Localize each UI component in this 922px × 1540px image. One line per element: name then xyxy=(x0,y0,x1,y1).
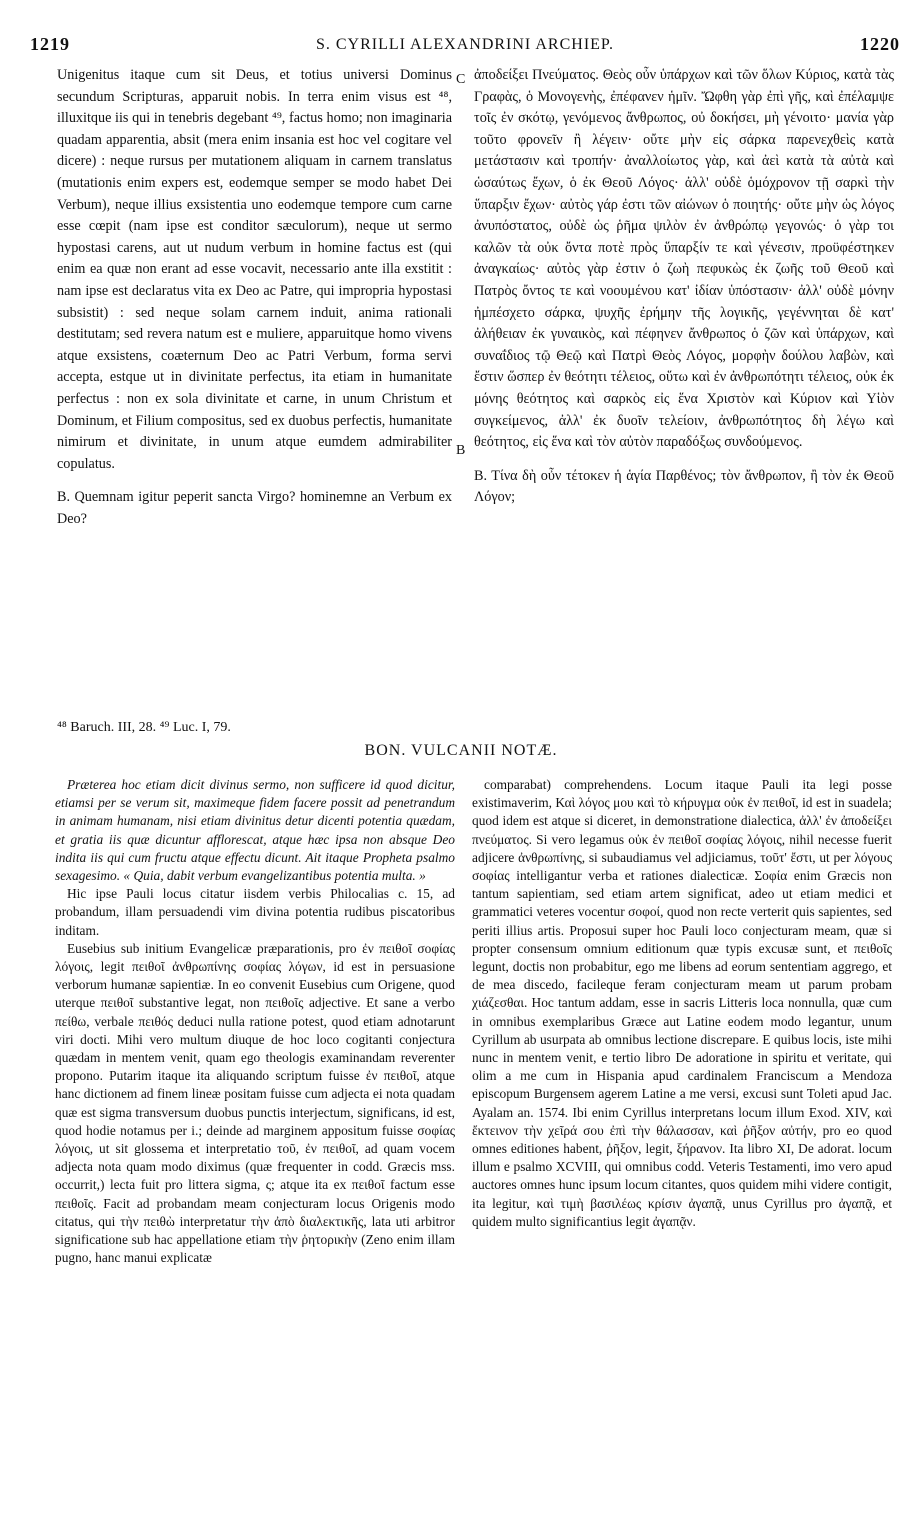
greek-question: Β. Τίνα δὴ οὖν τέτοκεν ἡ ἁγία Παρθένος; τὸν ἄνθρωπον, ἢ τὸν ἐκ Θεοῦ Λόγον; xyxy=(474,467,894,506)
notes-paragraph: Hic ipse Pauli locus citatur iisdem verbis Philocalias c. 15, ad probandum, illam persuadendi vim divina potentia rudibus piscatoribus inditam. xyxy=(55,886,455,938)
page-header xyxy=(30,34,900,60)
notes-paragraph: Eusebius sub initium Evangelicæ præparationis, pro ἐν πειθοῖ σοφίας λόγοις, legit πειθοῖ ἀνθρωπίνης σοφίας λόγων, id est in persuasione verborum humanæ sapientiæ. In eo convenit Eusebius cum Origene, quod uterque πειθοῖ substantive legat, non πειθοῖς adjective. Et sane a verbo πείθω, verbale πειθός deduci nulla ratione potest, quod etiam adnotarunt viri docti. Mihi vero multum diuque de hoc loco cogitanti conjectura quædam in mentem venit, quam ego theologis examinandam reverenter propono. Putarim itaque ita aliquando scriptum fuisse ἐν πειθοῖ, atque hanc dictionem ad finem lineæ positam fuisse cum adjecta ei nota quadam quæ est sigma transversum duobus punctis interjectum, significans, id est, quod hodie notamus per i.; deinde ad marginem appositum fuisse σοφίας λόγοις, ut sit glossema et interpretatio τοῦ, ἐν πειθοῖ, ad quam vocem adjecta nota quam modo diximus (quæ frequenter in codd. Græcis mss. occurrit,) lecta fuit pro littera sigma, ς; atque ita ex πειθοῖ factum esse πειθοῖς. Facit ad probandam meam conjecturam locus Origenis modo citatus, qui τὴν πειθὼ interpretatur τὴν ἀπὸ διαλεκτικῆς, lata uti arbitror significatione sub hac appellatione etiam τὴν ῥητορικὴν (Zeno enim illam pugno, hanc manui explicatæ xyxy=(55,940,455,1266)
margin-letter-c: C xyxy=(456,72,466,87)
margin-letter-b: B xyxy=(456,443,466,458)
latin-paragraph: Unigenitus itaque cum sit Deus, et totius universi Dominus secundum Scripturas, apparuit nobis. In terra enim visus est ⁴⁸, illuxitque iis qui in tenebris degebant ⁴⁹, factus homo; non imaginaria quadam apparentia, absit (mera enim insania est hoc vel cogitare vel dicere) : neque rursus per mutationem aliquam in carnem translatus (mutationis enim expers est, eodemque semper se modo habet Dei Verbum), neque illius exsistentia uno eodemque tempore cum carne esse cœpit (nam ipse est conditor sæculorum), neque ut sermo hypostasi carens, aut ut nudum verbum in homine factus est (qui enim ea quæ non erant ad esse vocavit, necessario ante illa exstitit : nam ipse est declaratus vita ex Deo ac Patre, qui impropria hypostasi subsistit) : sed neque solam carnem induit, anima rationali destitutam; sed revera natum est e muliere, apparuitque homo vivens atque exsistens, coæternum Deo ac Patri Verbum, forma servi accepta, estque ut in divinitate perfectus, ita etiam in humanitate perfectus : non ex sola divinitate et carne, in unum Christum et Dominum, et Filium compositus, sed ex duobus perfectis, humanitate nimirum et divinitate, in unum atque eumdem admirabiliter copulatus. xyxy=(57,67,452,472)
notes-left-column xyxy=(55,776,455,1267)
greek-paragraph: ἀποδείξει Πνεύματος. Θεὸς οὖν ὑπάρχων καὶ τῶν ὅλων Κύριος, κατὰ τὰς Γραφὰς, ὁ Μονογενὴς, ἐπέφανεν ἡμῖν. Ὤφθη γὰρ ἐπὶ γῆς, καὶ ἐπέλαμψε τοῖς ἐν σκότῳ, γενόμενος ἄνθρωπος, οὐ δοκήσει, μὴ γένοιτο· μανία γὰρ τοῦτο φρονεῖν ἢ λέγειν· οὔτε μὴν εἰς σάρκα παρενεχθεὶς κατὰ μετάστασιν καὶ τροπήν· ἀναλλοίωτος γὰρ, καὶ ἀεὶ κατὰ τὰ αὐτὰ καὶ ὡσαύτως ἔχων, ὁ ἐκ Θεοῦ Λόγος· ἀλλ' οὐδὲ ὁμόχρονον τῇ σαρκὶ τὴν ὕπαρξιν ἔχων· αὐτὸς γάρ ἐστι τῶν αἰώνων ὁ ποιητής· οὔτε μὴν ὡς λόγος ἀνυπόστατος, οὐδὲ ὡς ῥῆμα ψιλὸν ἐν ἀνθρώπῳ γεγονώς· ὁ γὰρ τοι καλῶν τὰ οὐκ ὄντα ποτὲ πρὸς ὕπαρξίν τε καὶ γένεσιν, προϋφέστηκεν ἀναγκαίως· αὐτὸς γὰρ ἐστιν ὁ ζωὴ πεφυκὼς ἐκ ζωῆς τοῦ Θεοῦ καὶ Πατρὸς ὄντος τε καὶ νοουμένου κατ' ἰδίαν ὑπόστασιν· ἀλλ' οὐδὲ μόνην ἠμπέσχετο σάρκα, ψυχῆς ἐρήμην τῆς λογικῆς, γεγέννηται δὲ κατ' ἀλήθειαν ἐκ γυναικὸς, καὶ πέφηνεν ἄνθρωπος ὁ ζῶν καὶ ὑπάρχων, καὶ συναΐδιος τῷ Θεῷ καὶ Πατρὶ Θεὸς Λόγος, μορφὴν δούλου λαβὼν, καὶ ἔστιν ὥσπερ ἐν θεότητι τέλειος, οὕτω καὶ ἐν ἀνθρωπότητι τέλειος, οὐκ ἐκ μόνης θεότητος καὶ σαρκὸς εἰς ἕνα Χριστὸν καὶ Κύριον καὶ Υἱὸν συγκείμενος, ἀλλ' ἐκ δυοῖν τελείοιν, ἀνθρωπότητος δὴ λέγω καὶ θεότητος, εἰς ἕνα καὶ τὸν αὐτὸν παραδόξως συνδούμενος. xyxy=(474,67,894,451)
footnotes: ⁴⁸ Baruch. III, 28. ⁴⁹ Luc. I, 79. xyxy=(57,720,231,735)
notes-paragraph: comparabat) comprehendens. Locum itaque Pauli ita legi posse existimaverim, Καὶ λόγος μου καὶ τὸ κήρυγμα οὐκ ἐν πειθοῖ, id est in suadela; quod idem est atque si diceret, in demonstratione dialectica, ἀλλ' ἐν ἀποδείξει πνεύματος. Si vero legamus οὐκ ἐν πειθοῖ σοφίας λόγοις, nihil necesse fuerit adjicere ἀνθρωπίνης, si subaudiamus vel adjiciamus, τοῦτ' ἔστι, ut per λόγους σοφίας intelligantur verba et rationes dialecticæ. Σοφία enim Græcis non tantum sapientiam, sed etiam artem significat, adeo ut etiam medici et grammatici veteres vocentur σοφοί, quod non recte verterit quis sapientes, sed periti illius artis. Proposui super hoc Pauli loco conjecturam meam, quæ si propter consensum omnium editionum quæ typis excusæ sunt, et πειθοῖς legunt, doctis non probabitur, ego me libens ad eorum sententiam aggrego, et de mea discedo, facileque feram conjecturam meam ut parum probam χιάζεσθαι. Hoc tantum addam, esse in sacris Litteris loca nonnulla, quæ cum in omnibus exemplaribus Græce aut Latine eodem modo legantur, unum Cyrillum ab usurpata ab omnibus lectione discrepare. E quibus locis, iste mihi nunc in mentem venit, e tertio libro De adoratione in spiritu et veritate, qui olim a me cum in Hispania apud cardinalem Franciscum a Mendoza episcopum Burgensem agerem Latine a me versi, excusi sunt Toleti apud Jac. Ayalam an. 1574. Ibi enim Cyrillus interpretans locum illum Exod. XIV, καὶ ἔκτεινον τὴν χεῖρά σου ἐπὶ τὴν θάλασσαν, καὶ ῥῆξον αὐτήν, pro eo quod omnes editiones habent, ῥῆξον, legit, ξήρανον. Ita libro XI, De adorat. locum illum e psalmo XCVIII, qui omnibus codd. Veteris Testamenti, imo vero apud auctores omnes hunc ipsum locum citantes, quos quidem mihi videre contigit, ita legitur, καὶ τιμὴ βασιλέως κρίσιν ἀγαπᾷ, unus Cyrillus pro ἀγαπᾷ, et quidem multo significantius legit ἀγαπᾷν. xyxy=(472,777,892,1229)
notes-paragraph: Præterea hoc etiam dicit divinus sermo, non sufficere id quod dicitur, etiamsi per se verum sit, maximeque fidem facere possit ad penetrandum in animam humanam, nisi etiam divinitus detur dicenti potentia quædam, et gratia iis quæ dicuntur afflorescat, atque hæc ipsa non absque Deo indita iis qui cum fructu atque effectu dicunt. Ait itaque Propheta psalmo sexagesimo. « Quia, dabit verbum evangelizantibus potentia multa. » xyxy=(55,777,455,884)
left-column-number: 1219 xyxy=(30,34,70,54)
right-column-number: 1220 xyxy=(860,34,900,54)
greek-column xyxy=(474,65,894,509)
notes-right-column xyxy=(472,776,892,1231)
notes-heading: BON. VULCANII NOTÆ. xyxy=(364,742,558,759)
latin-question: B. Quemnam igitur peperit sancta Virgo? hominemne an Verbum ex Deo? xyxy=(57,489,452,527)
running-title: S. CYRILLI ALEXANDRINI ARCHIEP. xyxy=(315,36,615,53)
latin-column xyxy=(57,65,452,530)
